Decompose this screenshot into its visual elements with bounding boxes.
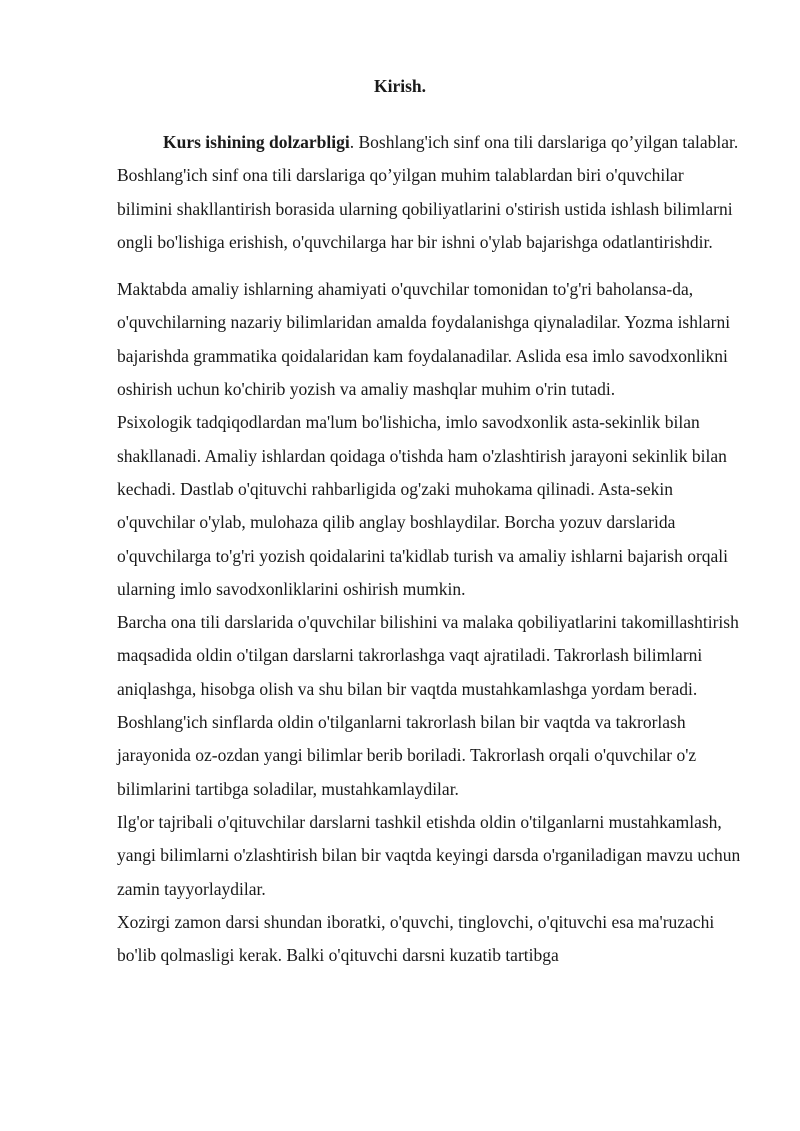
paragraph-lead: Kurs ishining dolzarbligi bbox=[163, 132, 350, 152]
document-body bbox=[117, 126, 743, 972]
paragraph: Xozirgi zamon darsi shundan iboratki, o'quvchi, tinglovchi, o'qituvchi esa ma'ruzachi bo'lib qolmasligi kerak. Balki o'qituvchi darsni kuzatib tartibga bbox=[117, 911, 715, 966]
paragraph-text: . Boshlang'ich sinf ona tili darslariga qo’yilgan talablar. Boshlang'ich sinf ona tili darslariga qo’yilgan muhim talablardan biri o'quvchilar bilimini shakllantirish borasida ularning qobiliyatlarini o'stirish ustida ishlash bilimlarni ongli bo'lishiga erishish, o'quvchilarga har bir ishni o'ylab bajarishga odatlantirishdir. bbox=[117, 132, 739, 252]
paragraph: Barcha ona tili darslarida o'quvchilar bilishini va malaka qobiliyatlarini takomillashtirish maqsadida oldin o'tilgan darslarni takrorlashga vaqt ajratiladi. Takrorlash bilimlarni aniqlashga, hisobga olish va shu bilan bir vaqtda mustahkamlashga yordam beradi. Boshlang'ich sinflarda oldin o'tilganlarni takrorlash bilan bir vaqtda va takrorlash jarayonida oz-ozdan yangi bilimlar berib boriladi. Takrorlash orqali o'quvchilar o'z bilimlarini tartibga soladilar, mustahkamlaydilar. bbox=[117, 612, 739, 799]
paragraph-relevance bbox=[117, 126, 743, 259]
paragraph: Maktabda amaliy ishlarning ahamiyati o'quvchilar tomonidan to'g'ri baholansa-da, o'quvchilarning nazariy bilimlaridan amalda foydalanishga qiynaladilar. Yozma ishlarni bajarishda grammatika qoidalaridan kam foydalanadilar. Aslida esa imlo savodxonlikni oshirish uchun ko'chirib yozish va amaliy mashqlar muhim o'rin tutadi. bbox=[117, 279, 731, 400]
page-title: Kirish. bbox=[373, 76, 427, 96]
paragraph: Psixologik tadqiqodlardan ma'lum bo'lishicha, imlo savodxonlik asta-sekinlik bilan shakllanadi. Amaliy ishlardan qoidaga o'tishda ham o'zlashtirish jarayoni sekinlik bilan kechadi. Dastlab o'qituvchi rahbarligida og'zaki muhokama qilinadi. Asta-sekin o'quvchilar o'ylab, mulohaza qilib anglay boshlaydilar. Borcha yozuv darslarida o'quvchilarga to'g'ri yozish qoidalarini ta'kidlab turish va amaliy ishlarni bajarish orqali ularning imlo savodxonliklarini oshirish mumkin. bbox=[117, 412, 729, 599]
paragraph: Ilg'or tajribali o'qituvchilar darslarni tashkil etishda oldin o'tilganlarni mustahkamlash, yangi bilimlarni o'zlashtirish bilan bir vaqtda keyingi darsda o'rganiladigan mavzu uchun zamin tayyorlaydilar. bbox=[117, 811, 741, 899]
